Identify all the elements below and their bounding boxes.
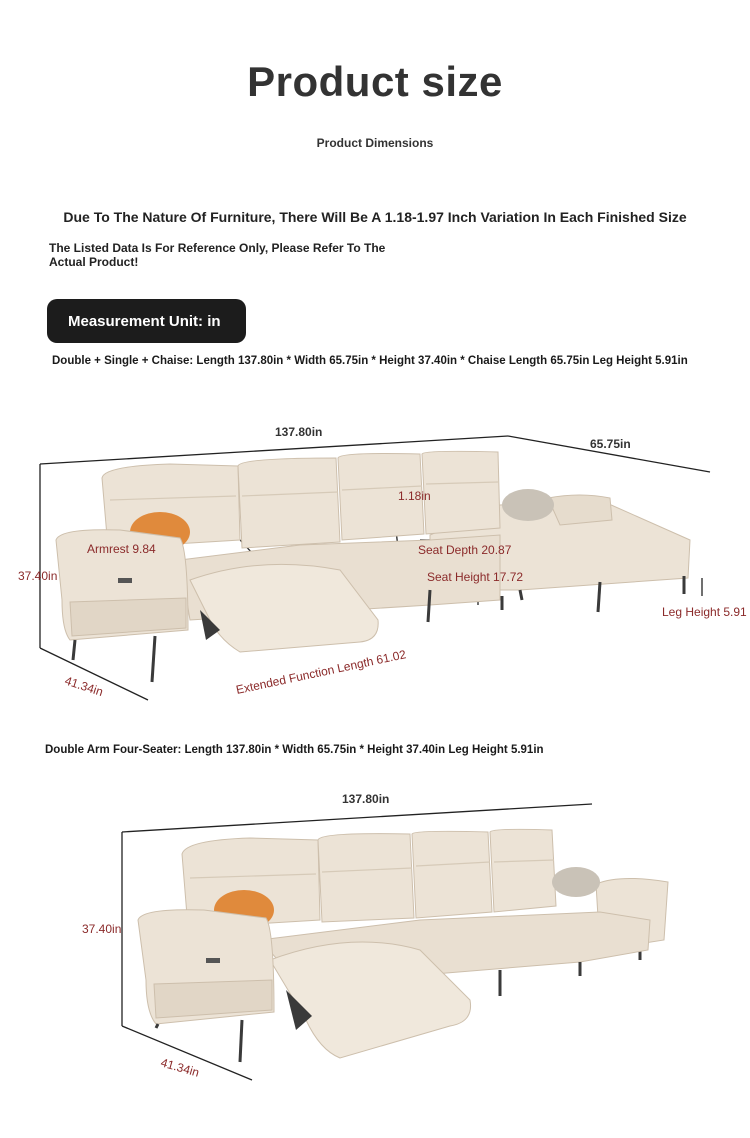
label-width: 65.75in xyxy=(590,437,631,451)
measurement-unit-badge xyxy=(47,299,246,343)
measurement-unit-label: Measurement Unit: in xyxy=(68,312,221,330)
label-leg-height: Leg Height 5.91 xyxy=(662,605,747,619)
page-title: Product size xyxy=(247,58,503,105)
config-2-spec: Double Arm Four-Seater: Length 137.80in * Width 65.75in * Height 37.40in Leg Height 5.91in xyxy=(45,744,544,756)
label-gap: 1.18in xyxy=(398,489,431,503)
config-1-spec: Double + Single + Chaise: Length 137.80in * Width 65.75in * Height 37.40in * Chaise Length 65.75in Leg Height 5.91in xyxy=(52,355,688,367)
label-height-2: 37.40in xyxy=(82,922,122,936)
page-subtitle: Product Dimensions xyxy=(316,136,434,150)
label-length-2: 137.80in xyxy=(342,792,390,806)
label-depth: 41.34in xyxy=(63,673,105,700)
sofa-four-seater-illustration xyxy=(0,780,750,1120)
reference-note: The Listed Data Is For Reference Only, Please Refer To The Actual Product! xyxy=(49,241,386,269)
label-seat-depth: Seat Depth 20.87 xyxy=(418,543,512,557)
label-armrest: Armrest 9.84 xyxy=(87,542,156,556)
left-armrest-2 xyxy=(138,910,274,1062)
label-extended: Extended Function Length 61.02 xyxy=(234,647,408,697)
label-height: 37.40in xyxy=(18,569,58,583)
variation-note: Due To The Nature Of Furniture, There Will Be A 1.18-1.97 Inch Variation In Each Finished Size xyxy=(63,209,687,225)
sofa-chaise-illustration xyxy=(0,400,750,720)
label-seat-height: Seat Height 17.72 xyxy=(427,570,524,584)
label-length: 137.80in xyxy=(275,425,323,439)
label-depth-2: 41.34in xyxy=(159,1055,201,1080)
